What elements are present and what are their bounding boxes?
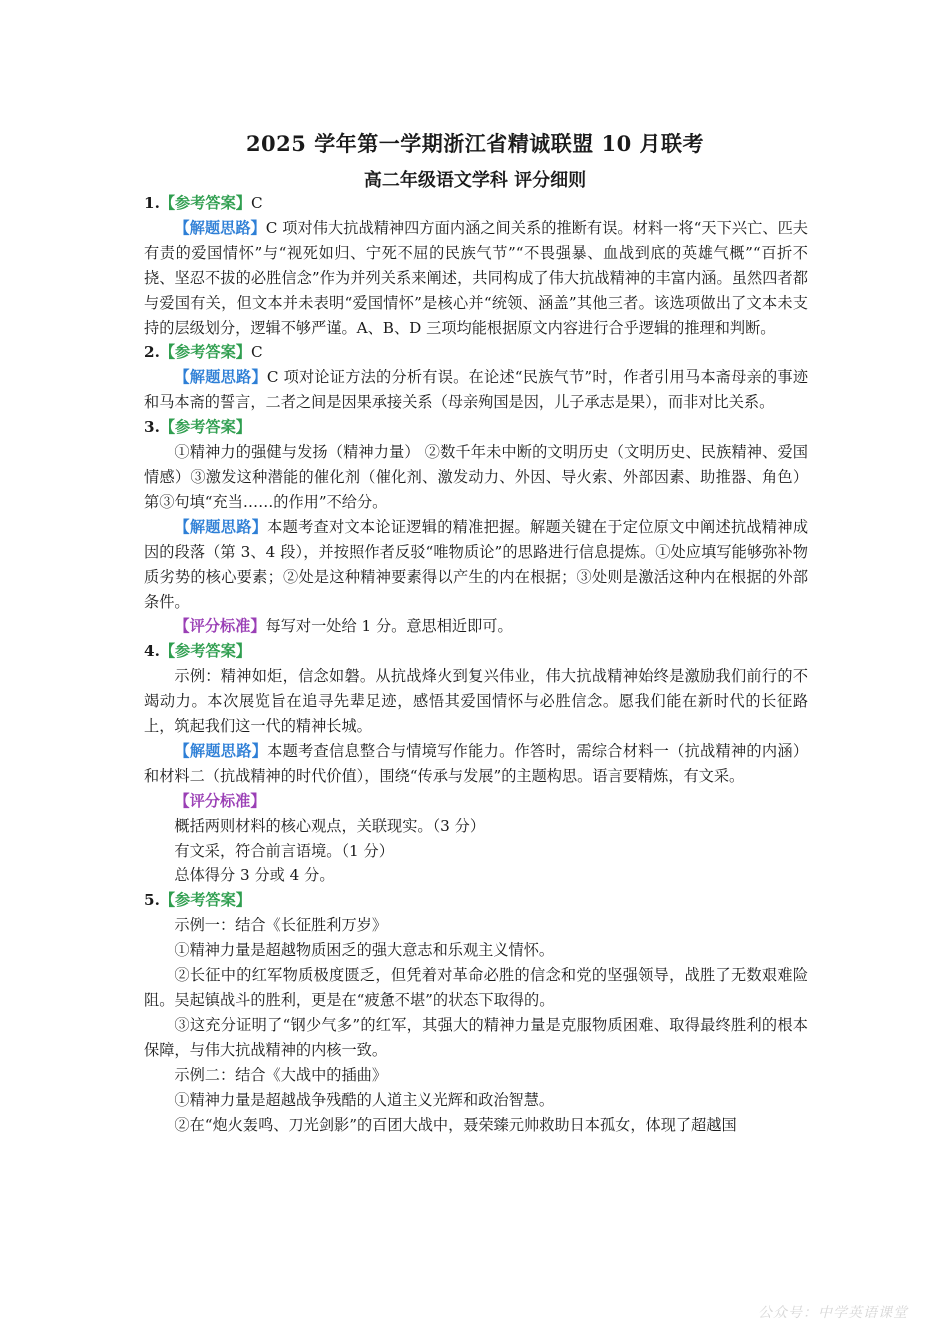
q4-scoring-line: 概括两则材料的核心观点，关联现实。（3 分） — [174, 816, 486, 835]
q2-answer: C — [250, 343, 263, 362]
watermark: 公众号：中学英语课堂 — [758, 1305, 908, 1321]
q5-line: ①精神力量是超越物质困乏的强大意志和乐观主义情怀。 — [174, 941, 555, 960]
q1-analysis-text: C 项对伟大抗战精神四方面内涵之间关系的推断有误。材料一将“天下兴亡、匹夫有责的爱国情怀”与“视死如归、宁死不屈的民族气节”“不畏强暴、血战到底的英雄气概”“百折不挠、坚忍不拔的必胜信念”作为并列关系来阐述，共同构成了伟大抗战精神的丰富内涵。虽然四者都与爱国有关，但文本并未表明“爱国情怀”是核心并“统领、涵盖”其他三者。该选项做出了文本未支持的层级划分，逻辑不够严谨。A、B、D 三项均能根据原文内容进行合乎逻辑的推理和判断。 — [144, 218, 808, 337]
q4-scoring-line: 总体得分 3 分或 4 分。 — [174, 866, 335, 885]
q3-answer-text: ①精神力的强健与发扬（精神力量） ②数千年未中断的文明历史（文明历史、民族精神、爱国情感）③激发这种潜能的催化剂（催化剂、激发动力、外因、导火索、外部因素、助推器、角色）第③句填“充当……的作用”不给分。 — [144, 443, 808, 511]
q3-analysis-text: 本题考查对文本论证逻辑的精准把握。解题关键在于定位原文中阐述抗战精神成因的段落（第 3、4 段），并按照作者反驳“唯物质论”的思路进行信息提炼。①处应填写能够弥补物质劣势的核心要素；②处是这种精神要素得以产生的内在根据；③处则是激活这种内在根据的外部条件。 — [144, 517, 809, 611]
document-title: 2025 学年第一学期浙江省精诚联盟 10 月联考 — [245, 131, 705, 156]
q4-answer-text: 示例：精神如炬，信念如磐。从抗战烽火到复兴伟业，伟大抗战精神始终是激励我们前行的不竭动力。本次展览旨在追寻先辈足迹，感悟其爱国情怀与必胜信念。愿我们能在新时代的长征路上，筑起我们这一代的精神长城。 — [144, 667, 808, 736]
q1-analysis — [144, 216, 808, 341]
q1-number: 1. — [144, 194, 160, 212]
q4-answer-line — [144, 639, 808, 664]
q3-answer-line — [144, 415, 808, 440]
q5-line: ②长征中的红军物质极度匮乏，但凭着对革命必胜的信念和党的坚强领导，战胜了无数艰难险阻。吴起镇战斗的胜利，更是在“疲惫不堪”的状态下取得的。 — [144, 966, 808, 1009]
q1-answer: C — [250, 194, 263, 212]
q5-example-heading: 示例二：结合《大战中的插曲》 — [174, 1065, 388, 1084]
analysis-label: 【解题思路】 — [174, 368, 267, 387]
analysis-label: 【解题思路】 — [174, 517, 268, 536]
answer-label: 【参考答案】 — [159, 418, 251, 437]
q5-example-heading: 示例一：结合《长征胜利万岁》 — [174, 916, 388, 935]
scoring-label: 【评分标准】 — [174, 791, 266, 810]
q5-line: ②在“炮火轰鸣、刀光剑影”的百团大战中，聂荣臻元帅救助日本孤女，体现了超越国 — [174, 1115, 737, 1134]
q3-scoring-text: 每写对一处给 1 分。意思相近即可。 — [265, 617, 513, 636]
analysis-label: 【解题思路】 — [174, 218, 266, 237]
document-subtitle: 高二年级语文学科 评分细则 — [363, 170, 587, 191]
q1-answer-line — [144, 191, 808, 216]
q5-number: 5. — [144, 891, 160, 910]
scoring-label: 【评分标准】 — [174, 617, 266, 636]
q4-scoring-line: 有文采，符合前言语境。（1 分） — [174, 841, 394, 860]
q2-analysis — [144, 365, 808, 415]
analysis-label: 【解题思路】 — [174, 741, 268, 760]
q2-number: 2. — [144, 343, 160, 362]
q4-scoring-label-line — [144, 789, 808, 814]
answer-label: 【参考答案】 — [159, 194, 251, 212]
q4-analysis-text: 本题考查信息整合与情境写作能力。作答时，需综合材料一（抗战精神的内涵）和材料二（抗战精神的时代价值），围绕“传承与发展”的主题构思。语言要精炼，有文采。 — [144, 741, 809, 785]
answer-label: 【参考答案】 — [159, 891, 251, 910]
q5-line: ③这充分证明了“钢少气多”的红军，其强大的精神力量是克服物质困难、取得最终胜利的根本保障，与伟大抗战精神的内核一致。 — [144, 1015, 808, 1059]
q3-scoring — [144, 614, 808, 639]
q3-analysis — [144, 515, 808, 615]
answer-label: 【参考答案】 — [159, 343, 251, 362]
q4-analysis — [144, 739, 808, 789]
q3-number: 3. — [144, 418, 160, 437]
q2-analysis-text: C 项对论证方法的分析有误。在论述“民族气节”时，作者引用马本斋母亲的事迹和马本斋的誓言，二者之间是因果承接关系（母亲殉国是因，儿子承志是果），而非对比关系。 — [144, 368, 809, 412]
answer-label: 【参考答案】 — [159, 642, 251, 661]
q4-number: 4. — [144, 642, 160, 661]
document-body — [144, 191, 808, 1137]
q5-line: ①精神力量是超越战争残酷的人道主义光辉和政治智慧。 — [174, 1090, 555, 1109]
q5-answer-line — [144, 888, 808, 913]
q2-answer-line — [144, 340, 808, 365]
